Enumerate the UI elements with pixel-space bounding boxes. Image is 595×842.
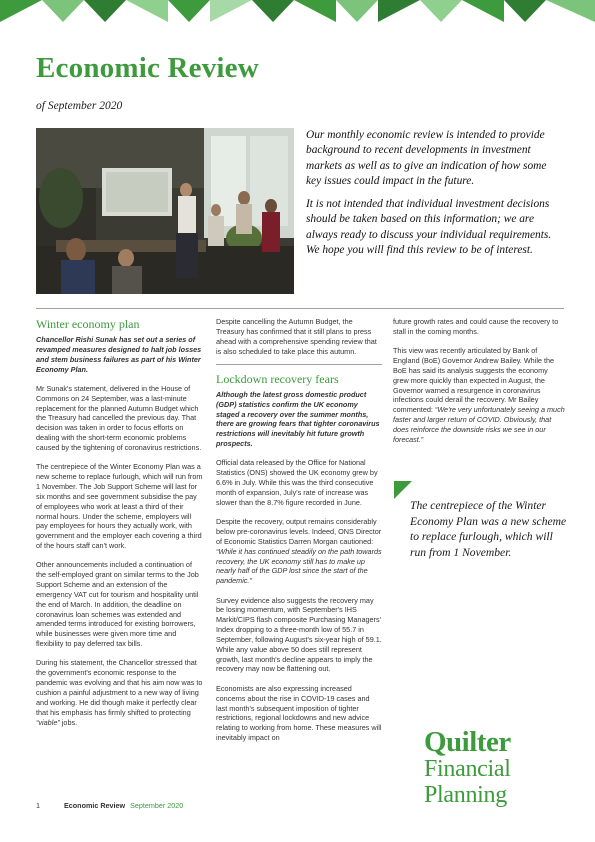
logo-line: Quilter xyxy=(424,726,511,758)
body-text: During his statement, the Chancellor stressed that the government's economic response to the pandemic was evolving and that his aim now was to cushion a painful adjustment to a new way of living and working. He did though make it perfectly clear that his emphasis has firmly shifted to protecting xyxy=(36,658,203,717)
company-logo xyxy=(424,728,564,808)
section-heading: Lockdown recovery fears xyxy=(216,371,339,386)
footer-title: Economic Review xyxy=(64,801,126,810)
section-lead: Although the latest gross domestic product (GDP) statistics confirm the UK economy staged a recovery over the summer months, there are growing fears that tighter coronavirus restrictions will inevitably hit future growth prospects. xyxy=(216,389,380,449)
intro-paragraph: It is not intended that individual investment decisions should be taken based on this information; we are always ready to discuss your individual requirements. We hope you will find this review to be of interest. xyxy=(306,198,552,257)
section-divider xyxy=(216,364,382,365)
inline-quote: “We're very unfortunately seeing a much faster and larger return of COVID. Obviously, that does reinforce the downside risks we see in our forecast.” xyxy=(393,405,565,444)
body-paragraph: Mr Sunak's statement, delivered in the House of Commons on 24 September, was a last-minute replacement for the planned Autumn Budget which the Treasury had cancelled the previous day. That decision was taken in order to focus efforts on dealing with the short-term economic problems caused by the tightening of coronavirus restrictions. xyxy=(36,383,202,452)
body-paragraph: Despite cancelling the Autumn Budget, the Treasury has confirmed that it still plans to press ahead with a comprehensive spending review that is also scheduled to take place this autumn. xyxy=(216,317,377,356)
body-paragraph: Economists are also expressing increased concerns about the rise in COVID-19 cases and last month's subsequent imposition of tighter restrictions, regional lockdowns and new advice relating to working from home. These measures will inevitably impact on xyxy=(216,683,382,743)
column-1 xyxy=(36,317,204,737)
inline-quote: “While it has continued steadily on the path towards recovery, the UK economy still has to make up nearly half of the GDP lost since the start of the pandemic.” xyxy=(216,546,382,586)
section-divider xyxy=(36,308,564,309)
triangle-pattern xyxy=(0,0,595,22)
body-paragraph xyxy=(393,346,565,444)
page-footer xyxy=(36,801,183,810)
intro-text xyxy=(306,128,564,266)
pull-quote: The centrepiece of the Winter Economy Plan was a new scheme to replace furlough, which will run from 1 November. xyxy=(410,499,567,559)
hero-photo xyxy=(36,128,294,294)
body-text: jobs. xyxy=(61,717,78,727)
body-paragraph: Survey evidence also suggests the recovery may be losing momentum, with September's IHS Markit/CIPS flash composite Purchasing Managers' Index dropping to a three-month low of 55.7 in September, following August's six-year high of 59.1. While any value above 50 does still represent growth, last month's decline appears to imply the recovery may now be flattening out. xyxy=(216,595,382,674)
footer-date: September 2020 xyxy=(130,801,184,810)
body-paragraph: The centrepiece of the Winter Economy Plan was a new scheme to replace furlough, which will run from 1 November. The Job Support Scheme will last for six months and see government subsidise the pay of employees who work at least a third of their normal hours. Under the scheme, employers will pay employees for hours they actually work, with government and the employer each covering a third of the hours staff can't work. xyxy=(36,462,203,551)
body-text: This view was recently articulated by Bank of England (BoE) Governor Andrew Bailey. While the BoE has said its analysis suggests the economy grew more quickly than expected in August, the Governor warned a resurgence in coronavirus infections could derail the recovery. Mr Bailey commented: xyxy=(393,346,555,415)
column-2 xyxy=(216,317,382,752)
page-number: 1 xyxy=(36,801,40,810)
header-decorative-band xyxy=(0,0,595,22)
page-title: Economic Review xyxy=(36,52,259,84)
body-text: Despite the recovery, output remains considerably below pre-coronavirus levels. Indeed, ONS Director of Economic Statistics Darren Morgan cautioned: xyxy=(216,517,382,546)
body-paragraph: Other announcements included a continuation of the self-employed grant on similar terms to the Job Support Scheme and an extension of the emergency VAT cut for tourism and hospitality until the end of March. In addition, the deadline on coronavirus loan schemes was extended and amended terms introduced for existing borrowers, while businesses were given more time and flexibility to pay deferred tax bills. xyxy=(36,560,199,649)
body-paragraph: future growth rates and could cause the recovery to stall in the coming months. xyxy=(393,317,559,336)
body-paragraph: Official data released by the Office for National Statistics (ONS) showed the UK economy grew by 6.6% in July. While this was the third consecutive month of expansion, July's rate of increase was slower than the 8.7% figure recorded in June. xyxy=(216,458,378,507)
section-lead: Chancellor Rishi Sunak has set out a series of revamped measures designed to halt job losses and stem business failures as part of his Winter Economy Plan. xyxy=(36,335,202,374)
column-3 xyxy=(393,317,565,454)
logo-line: Financial xyxy=(424,756,511,782)
logo-line: Planning xyxy=(424,782,507,808)
page-subtitle: of September 2020 xyxy=(36,100,123,112)
body-paragraph xyxy=(216,517,382,586)
body-paragraph xyxy=(36,658,204,727)
section-heading: Winter economy plan xyxy=(36,317,140,331)
inline-quote: “viable” xyxy=(36,717,60,727)
pull-quote-marker xyxy=(394,481,412,499)
intro-paragraph: Our monthly economic review is intended to provide background to recent developments in investment markets as well as to give an indication of how some key issues could impact in the future. xyxy=(306,129,547,187)
